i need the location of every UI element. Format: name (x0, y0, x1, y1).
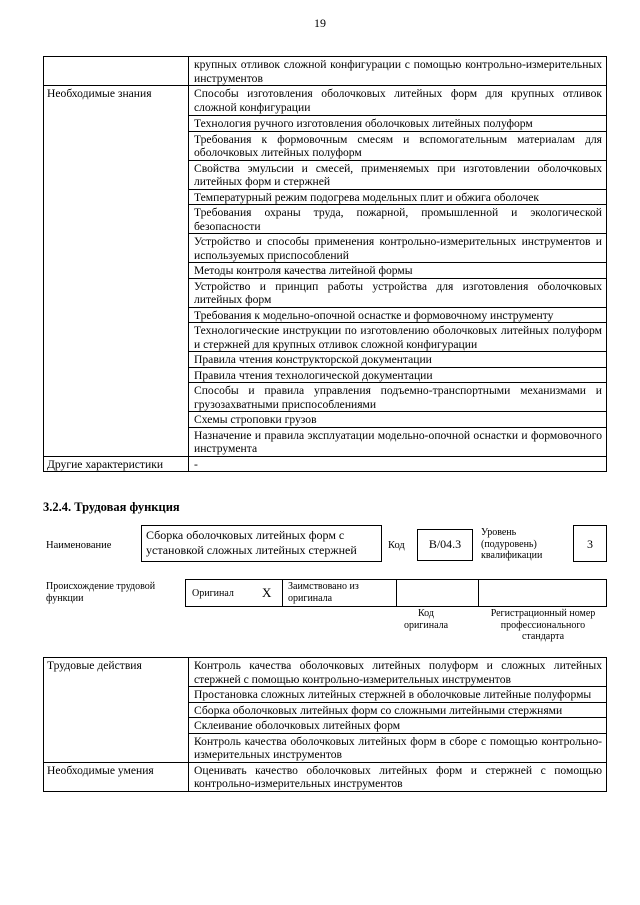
knowledge-item: Способы изготовления оболочковых литейных форм для крупных отливок сложной конфигурации (189, 86, 607, 116)
knowledge-item: Технология ручного изготовления оболочковых литейных полуформ (189, 116, 607, 132)
action-item: Сборка оболочковых литейных форм со сложными литейными стержнями (189, 702, 607, 718)
action-item: Простановка сложных литейных стержней в оболочковые литейные полуформы (189, 687, 607, 703)
origin-divider (478, 579, 479, 607)
action-item: Склеивание оболочковых литейных форм (189, 718, 607, 734)
actions-table (43, 657, 607, 792)
knowledge-item: Устройство и принцип работы устройства для изготовления оболочковых литейных форм (189, 278, 607, 307)
name-value: Сборка оболочковых литейных форм с установкой сложных литейных стержней (146, 528, 357, 557)
reg-number-label: Регистрационный номер профессионального стандарта (490, 608, 596, 642)
skills-label: Необходимые умения (44, 762, 189, 791)
code-label: Код (388, 540, 405, 551)
knowledge-item: Требования к формовочным смесям и вспомогательным материалам для оболочковых литейных полуформ (189, 131, 607, 160)
table-row (44, 658, 607, 687)
table-row (44, 57, 607, 86)
original-label: Оригинал (192, 588, 234, 599)
knowledge-item: Способы и правила управления подъемно-транспортными механизмами и грузозахватными приспособлениями (189, 383, 607, 412)
knowledge-label: Необходимые знания (44, 86, 189, 457)
table-row (44, 762, 607, 791)
level-label: Уровень (подуровень) квалификации (481, 527, 543, 561)
knowledge-item: Свойства эмульсии и смесей, применяемых при изготовлении оболочковых литейных форм и стержней (189, 160, 607, 189)
knowledge-item: Схемы строповки грузов (189, 412, 607, 428)
knowledge-table (43, 56, 607, 472)
table-row (44, 456, 607, 472)
action-item: Контроль качества оболочковых литейных форм в сборе с помощью контрольно-измерительных инструментов (189, 733, 607, 762)
other-characteristics-value: - (189, 456, 607, 472)
knowledge-item: Назначение и правила эксплуатации модельно-опочной оснастки и формовочного инструмента (189, 427, 607, 456)
other-characteristics-label: Другие характеристики (44, 456, 189, 472)
code-value: B/04.3 (428, 537, 462, 551)
origin-label: Происхождение трудовой функции (46, 581, 156, 604)
name-label: Наименование (46, 540, 112, 551)
level-value: 3 (587, 537, 593, 551)
knowledge-item: Требования охраны труда, пожарной, промышленной и экологической безопасности (189, 205, 607, 234)
knowledge-item: Методы контроля качества литейной формы (189, 263, 607, 279)
origin-code-label: Код оригинала (403, 608, 449, 631)
page-number: 19 (314, 16, 326, 30)
skill-item: Оценивать качество оболочковых литейных форм и стержней с помощью контрольно-измерительных инструментов (189, 762, 607, 791)
borrowed-label: Заимствовано из оригинала (288, 581, 359, 604)
origin-divider (282, 579, 283, 607)
actions-label: Трудовые действия (44, 658, 189, 763)
action-item: Контроль качества оболочковых литейных полуформ и сложных литейных стержней с помощью контрольно-измерительных инструментов (189, 658, 607, 687)
knowledge-item: Правила чтения конструкторской документации (189, 352, 607, 368)
knowledge-item: Температурный режим подогрева модельных плит и обжига оболочек (189, 189, 607, 205)
origin-divider (396, 579, 397, 607)
knowledge-item: Правила чтения технологической документации (189, 367, 607, 383)
knowledge-item: Технологические инструкции по изготовлению оболочковых литейных полуформ и стержней для крупных отливок сложной конфигурации (189, 323, 607, 352)
knowledge-item: Устройство и способы применения контрольно-измерительных инструментов и используемых приспособлений (189, 234, 607, 263)
continuation-cell: крупных отливок сложной конфигурации с помощью контрольно-измерительных инструментов (189, 57, 607, 86)
section-title: 3.2.4. Трудовая функция (43, 500, 180, 514)
knowledge-item: Требования к модельно-опочной оснастке и формовочному инструменту (189, 307, 607, 323)
original-mark: X (262, 585, 272, 600)
empty-label-cell (44, 57, 189, 86)
table-row (44, 86, 607, 116)
